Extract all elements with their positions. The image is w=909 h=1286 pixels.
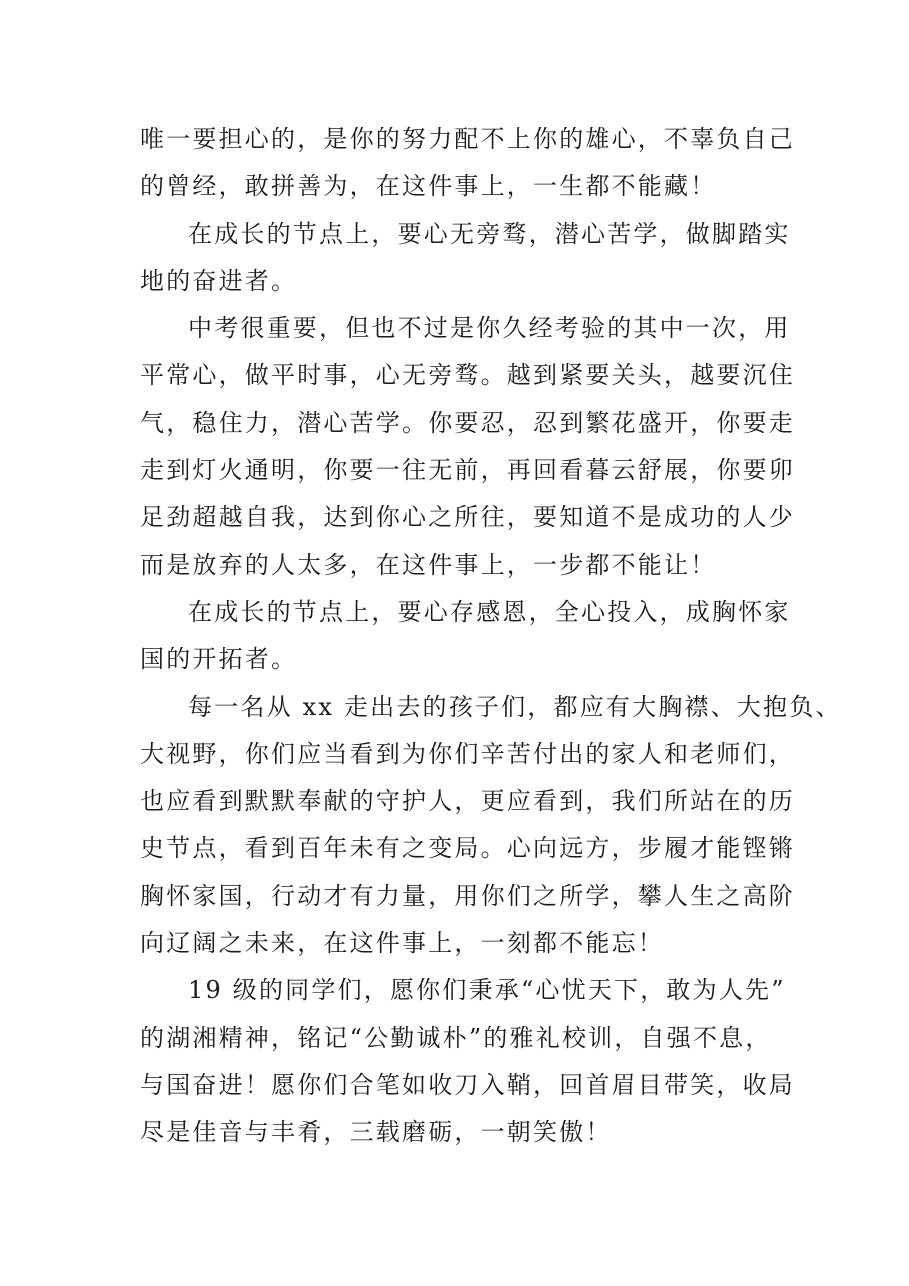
body-text xyxy=(140,116,842,1157)
text-line: 平常心，做平时事，心无旁骛。越到紧要关头，越要沉住 xyxy=(140,361,795,390)
text-line: 与国奋进！愿你们合笔如收刀入鞘，回首眉目带笑，收局 xyxy=(140,1070,795,1099)
text-line: 也应看到默默奉献的守护人，更应看到，我们所站在的历 xyxy=(140,787,795,816)
text-line: 尽是佳音与丰肴，三载磨砺，一朝笑傲！ xyxy=(140,1118,612,1147)
text-line: 气，稳住力，潜心苦学。你要忍，忍到繁花盛开，你要走 xyxy=(140,408,795,437)
text-line: 史节点，看到百年未有之变局。心向远方，步履才能铿锵 xyxy=(140,834,795,863)
paragraph-first-line: 19 级的同学们，愿你们秉承“心忧天下，敢为人先” xyxy=(188,976,786,1005)
text-line: 唯一要担心的，是你的努力配不上你的雄心，不辜负自己 xyxy=(140,125,795,153)
paragraph-first-line: 在成长的节点上，要心无旁骛，潜心苦学，做脚踏实 xyxy=(188,219,791,248)
text-line: 国的开拓者。 xyxy=(140,645,298,674)
text-line: 大视野，你们应当看到为你们辛苦付出的家人和老师们， xyxy=(140,739,795,768)
paragraph-first-line: 在成长的节点上，要心存感恩，全心投入，成胸怀家 xyxy=(188,597,791,626)
text-line: 的曾经，敢拼善为，在这件事上，一生都不能藏！ xyxy=(140,172,717,201)
text-line: 足劲超越自我，达到你心之所往，要知道不是成功的人少 xyxy=(140,503,795,532)
text-line: 走到灯火通明，你要一往无前，再回看暮云舒展，你要卯 xyxy=(140,456,795,485)
text-line: 而是放弃的人太多，在这件事上，一步都不能让！ xyxy=(140,550,717,579)
paragraph-first-line: 每一名从 xx 走出去的孩子们，都应有大胸襟、大抱负、 xyxy=(188,692,842,721)
text-line: 的湖湘精神，铭记“公勤诚朴”的雅礼校训，自强不息， xyxy=(140,1023,772,1052)
paragraph-first-line: 中考很重要，但也不过是你久经考验的其中一次，用 xyxy=(188,314,791,343)
text-line: 地的奋进者。 xyxy=(140,266,298,295)
text-line: 向辽阔之未来，在这件事上，一刻都不能忘！ xyxy=(140,929,664,958)
text-line: 胸怀家国，行动才有力量，用你们之所学，攀人生之高阶 xyxy=(140,881,795,910)
